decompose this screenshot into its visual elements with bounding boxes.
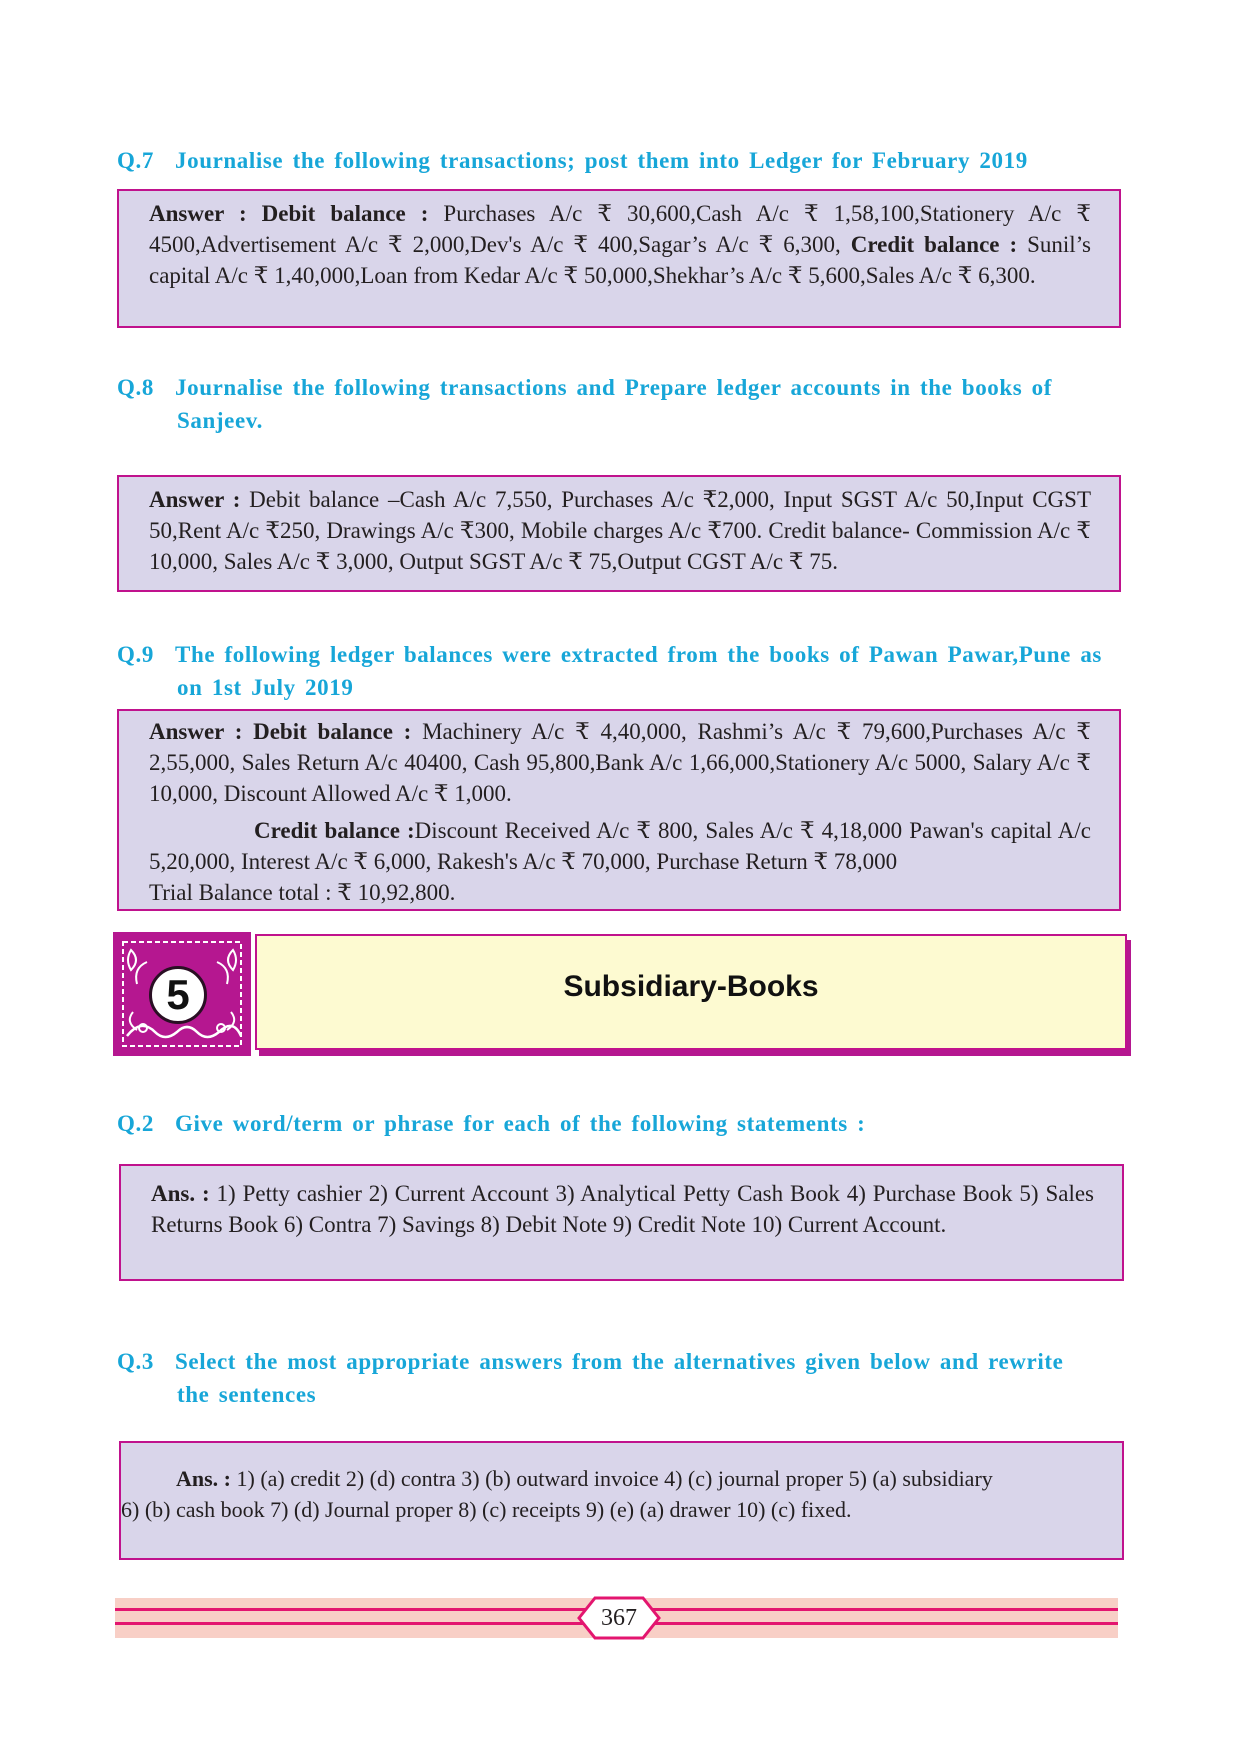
q7-heading xyxy=(117,144,1117,177)
chapter-title-box xyxy=(255,934,1127,1050)
q3-title-line1: Select the most appropriate answers from the alternatives given below and rewrite xyxy=(175,1349,1064,1374)
q2-answer-text: 1) Petty cashier 2) Current Account 3) Analytical Petty Cash Book 4) Purchase Book 5) Sales Returns Book 6) Contra 7) Savings 8) Debit Note 9) Credit Note 10) Current Account. xyxy=(151,1181,1094,1237)
q2-answer-box xyxy=(119,1164,1124,1281)
q3-number: Q.3 xyxy=(117,1349,154,1374)
chapter-number: 5 xyxy=(149,966,207,1024)
q3-heading xyxy=(117,1345,1117,1411)
q8-answer-box xyxy=(117,475,1121,592)
q3-answer-box xyxy=(119,1441,1124,1560)
q9-number: Q.9 xyxy=(117,642,154,667)
q2-heading xyxy=(117,1107,1117,1140)
q8-title-line2: Sanjeev. xyxy=(177,408,263,433)
q9-answer-label: Answer : Debit balance : xyxy=(149,719,412,744)
page-number: 367 xyxy=(601,1605,637,1631)
q3-title-line2: the sentences xyxy=(177,1382,317,1407)
q7-title: Journalise the following transactions; post them into Ledger for February 2019 xyxy=(175,148,1028,173)
q9-answer-debit: Machinery A/c ₹ 4,40,000, Rashmi’s A/c ₹ 79,600,Purchases A/c ₹ 2,55,000, Sales Return A/c 40400, Cash 95,800,Bank A/c 1,66,000,Stationery A/c 5000, Salary A/c ₹ 10,000, Discount Allowed A/c ₹ 1,000. xyxy=(149,719,1091,806)
q9-trial-balance-total: Trial Balance total : ₹ 10,92,800. xyxy=(149,880,456,905)
q7-answer-debit: Purchases A/c ₹ 30,600,Cash A/c ₹ 1,58,100,Stationery A/c ₹ 4500,Advertisement A/c ₹ 2,000,Dev's A/c ₹ 400,Sagar’s A/c ₹ 6,300, xyxy=(149,201,1091,257)
q9-answer-box xyxy=(117,709,1121,911)
chapter-badge xyxy=(113,932,251,1056)
q9-title-line2: on 1st July 2019 xyxy=(177,675,354,700)
chapter-title: Subsidiary-Books xyxy=(563,970,819,1003)
q7-credit-label: Credit balance : xyxy=(850,232,1018,257)
q7-number: Q.7 xyxy=(117,148,154,173)
q3-answer-line2: 6) (b) cash book 7) (d) Journal proper 8) (c) receipts 9) (e) (a) drawer 10) (c) fixed. xyxy=(121,1497,852,1522)
q8-title-line1: Journalise the following transactions and Prepare ledger accounts in the books of xyxy=(175,375,1053,400)
q8-heading xyxy=(117,371,1117,437)
q9-answer-credit: Discount Received A/c ₹ 800, Sales A/c ₹ 4,18,000 Pawan's capital A/c 5,20,000, Interest A/c ₹ 6,000, Rakesh's A/c ₹ 70,000, Purchase Return ₹ 78,000 xyxy=(149,818,1091,874)
q2-answer-label: Ans. : xyxy=(151,1181,210,1206)
q9-credit-label: Credit balance : xyxy=(254,818,415,843)
q8-answer-label: Answer : xyxy=(149,487,241,512)
q8-number: Q.8 xyxy=(117,375,154,400)
q7-answer-credit: Sunil’s capital A/c ₹ 1,40,000,Loan from Kedar A/c ₹ 50,000,Shekhar’s A/c ₹ 5,600,Sales A/c ₹ 6,300. xyxy=(149,232,1092,288)
q2-title: Give word/term or phrase for each of the following statements : xyxy=(175,1111,866,1136)
q3-answer-line1: 1) (a) credit 2) (d) contra 3) (b) outward invoice 4) (c) journal proper 5) (a) subsidiary xyxy=(236,1466,993,1491)
q7-answer-label: Answer : Debit balance : xyxy=(149,201,429,226)
q9-heading xyxy=(117,638,1117,704)
q2-number: Q.2 xyxy=(117,1111,154,1136)
q9-title-line1: The following ledger balances were extracted from the books of Pawan Pawar,Pune as xyxy=(175,642,1102,667)
q3-answer-label: Ans. : xyxy=(176,1466,232,1491)
q7-answer-box xyxy=(117,189,1121,328)
q8-answer-text: Debit balance –Cash A/c 7,550, Purchases A/c ₹2,000, Input SGST A/c 50,Input CGST 50,Rent A/c ₹250, Drawings A/c ₹300, Mobile charges A/c ₹700. Credit balance- Commission A/c ₹ 10,000, Sales A/c ₹ 3,000, Output SGST A/c ₹ 75,Output CGST A/c ₹ 75. xyxy=(149,487,1092,574)
